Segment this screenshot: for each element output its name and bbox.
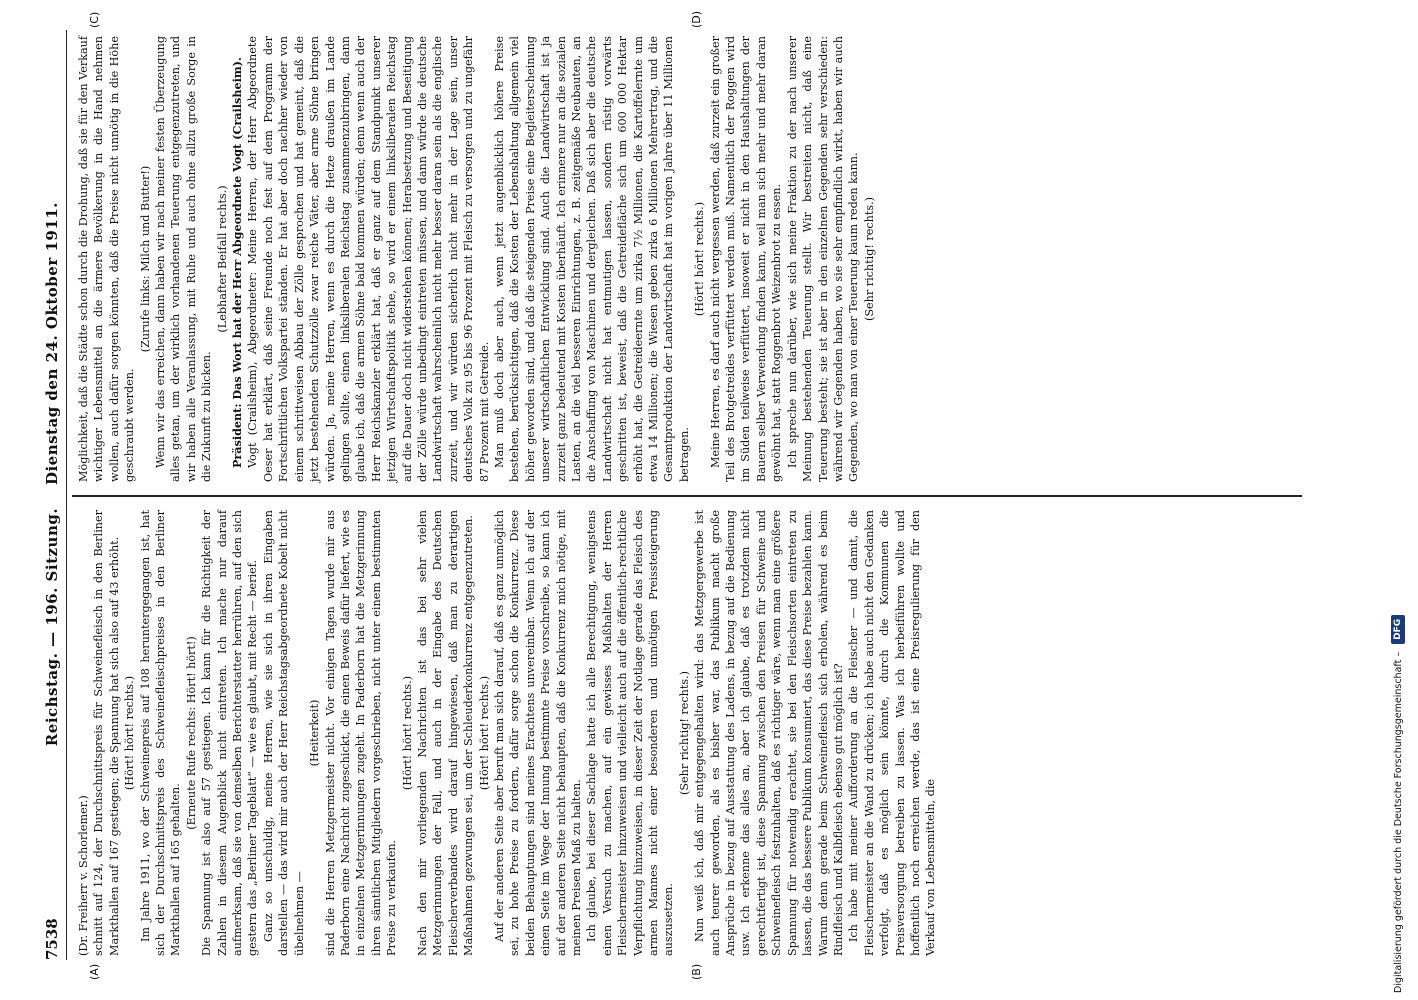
paragraph: schnitt auf 124, der Durchschnittspreis für Schweinefleisch in den Berliner Markthallen auf 167 gestiegen; die Spannung hat sich also auf 43 erhöht. [92, 510, 121, 956]
paragraph: (Dr. Freiherr v. Schorlemer.) [77, 795, 90, 956]
session-title-left: Reichstag. — 196. Sitzung. [43, 507, 61, 747]
paragraph: Ich habe mit meiner Aufforderung an die Fleischer — und damit, die Fleischermeister an die Wand zu drücken; ich habe auch nicht den Gedanken verfolgt, daß es möglich sein könnte, durch die Kommunen die Preisversorgung betreiben zu lassen. Was ich herbeiführen wollte und hoffentlich noch erreichen werde, das ist eine Preisregulierung für den Verkauf von Lebensmitteln, die [847, 510, 938, 956]
paragraph: Die Spannung ist also auf 57 gestiegen. Ich kann für die Richtigkeit der Zahlen in diesem Augenblick nicht eintreten. Ich mache nur darauf aufmerksam, daß sie von demselben Berichterstatter herrühren, auf den sich gestern das „Berliner Tageblatt“ — wie es glaubt, mit Recht — berief. [200, 510, 260, 956]
page-number: 7538 [43, 918, 61, 960]
paragraph: sind die Herren Metzgermeister nicht. Vor einigen Tagen wurde mir aus Paderborn eine Nachricht zugeschickt, die einen Beweis dafür liefert, wie es in einzelnen Metzgerinnungen zugeht. In Paderborn hat die Metzgerinnung ihren sämtlichen Mitgliedern vorgeschrieben, nicht unter einem bestimmten Preise zu verkaufen. [323, 510, 399, 956]
paragraph: Im Jahre 1911, wo der Schweinepreis auf 108 heruntergegangen ist, hat sich der Durchschnittspreis des Schweinefleischpreises in den Berliner Markthallen auf 165 gehalten. [138, 510, 183, 956]
margin-letter-c: (C) [88, 11, 101, 28]
paragraph: Man muß doch aber auch, wenn jetzt augenblicklich höhere Preise bestehen, berücksichtigen, daß die Kosten der Lebenshaltung allgemein viel höher geworden sind, und daß die steigenden Preise eine Begleiterscheinung unserer wirtschaftlichen Entwicklung sind. Auch die Landwirtschaft ist ja zurzeit ganz bedeutend mit Kosten überhäuft. Ich erinnere nur an die sozialen Lasten, an die viel besseren Einrichtungen, z. B. zeitgemäße Neubauten, an die Anschaffung von Maschinen und dergleichen. Daß sich aber die deutsche Landwirtschaft nicht hat entmutigen lassen, sondern rüstig vorwärts geschritten ist, beweist, daß die Getreidefläche sich um 600 000 Hektar erhöht hat, die Getreideernte um zirka 7½ Millionen, die Kartoffelernte um etwa 14 Millionen; die Wiesen geben zirka 6 Millionen Mehrertrag, und die Gesamtproduktion der Landwirtschaft hat im vorigen Jahre über 11 Millionen betragen. [492, 36, 691, 482]
paragraph: Ganz so unschuldig, meine Herren, wie sie sich in ihren Eingaben darstellen — das wird mir auch der Herr Reichstagsabgeordnete Kobelt nicht übelnehmen — [261, 510, 306, 956]
right-column [76, 36, 877, 482]
interjection: (Zurufe links: Milch und Butter!) [138, 165, 152, 353]
digitization-note: Digitalisierung gefördert durch die Deutsche Forschungsgemeinschaft – [1392, 651, 1404, 993]
margin-letter-d: (D) [690, 10, 703, 28]
interjection: (Hört! hört! rechts.) [477, 675, 491, 791]
session-title-right: Dienstag den 24. Oktober 1911. [43, 202, 61, 486]
digitization-sidebar [1338, 8, 1404, 993]
interjection: (Lebhafter Beifall rechts.) [215, 185, 229, 333]
session-title [43, 30, 61, 918]
paragraph: Möglichkeit, daß die Städte schon durch die Drohung, daß sie für den Verkauf wichtiger Lebensmittel an die ärmere Bevölkerung in die Hand nehmen wollen, auch dafür sorgen könnten, daß die Preise nicht unnötig in die Höhe geschraubt werden. [77, 36, 137, 482]
dfg-logo: DFG [1391, 615, 1405, 644]
interjection: (Erneute Rufe rechts: Hört! hört!) [184, 636, 198, 830]
paragraph: Präsident: Das Wort hat der Herr Abgeordnete Vogt (Crailsheim). [230, 57, 245, 468]
interjection: (Hört! hört! rechts.) [400, 675, 414, 791]
paragraph: Ich spreche nun darüber, wie sich meine Fraktion zu der nach unserer Meinung bestehenden Teuerung stellt. Wir bestreiten nicht, daß eine Teuerung besteht; sie ist aber in den einzelnen Gegenden sehr verschieden: während wir Gegenden haben, wo sie sehr empfindlich wirkt, haben wir auch Gegenden, wo man von einer Teuerung kaum reden kann. [785, 36, 861, 482]
margin-letter-a: (A) [88, 963, 101, 980]
interjection: (Heiterkeit) [308, 699, 322, 767]
paragraph: Nun weiß ich, daß mir entgegengehalten wird: das Metzgergewerbe ist auch teurer geworden, als es bisher war, das Publikum macht große Ansprüche in bezug auf Ausstattung des Ladens, in bezug auf die Bedienung usw. Ich erkenne das alles an, aber ich glaube, daß es trotzdem nicht gerechtfertigt ist, diese Spannung zwischen den Preisen für Schweine und Schweinefleisch festzuhalten, daß es richtiger wäre, wenn man eine größere Spannung für notwendig erachtet, sie bei den Fleischsorten eintreten zu lassen, die das bessere Publikum konsumiert, das diese Preise bezahlen kann. Warum denn gerade beim Schweinefleisch sich erholen, während es beim Rindfleisch und Kalbfleisch ebenso gut möglich ist? [693, 510, 845, 956]
interjection: (Hört! hört! rechts.) [123, 675, 137, 791]
paragraph: Wenn wir das erreichen, dann haben wir nach meiner festen Überzeugung alles getan, um der wirklich vorhandenen Teuerung entgegenzutreten, und wir haben alle Veranlassung, mit Ruhe und auch ohne allzu große Sorge in die Zukunft zu blicken. [154, 36, 214, 482]
paragraph: Ich glaube, bei dieser Sachlage hatte ich alle Berechtigung, wenigstens einen Versuch zu machen, auf ein gewisses Maßhalten der Herren Fleischermeister hinzuweisen und vielleicht auch auf die öffentlich-rechtliche Verpflichtung hinzuweisen, in dieser Zeit der Notlage gerade das Fleisch des armen Mannes nicht einer besonderen und unnötigen Preissteigerung auszusetzen. [585, 510, 676, 956]
header-rule [66, 30, 67, 960]
paragraph: Meine Herren, es darf auch nicht vergessen werden, daß zurzeit ein großer Teil des Brotgetreides verfüttert werden muß. Namentlich der Roggen wird im Süden teilweise verfüttert, insoweit er nicht in den Haushaltungen der Bauern selber Verwendung finden kann, weil man sich mehr und mehr daran gewöhnt hat, statt Roggenbrot Weizenbrot zu essen. [708, 36, 784, 482]
margin-letter-b: (B) [690, 963, 703, 980]
interjection: (Hört! hört! rechts.) [693, 201, 707, 317]
page-header [40, 30, 64, 960]
paragraph: Nach den mir vorliegenden Nachrichten ist das bei sehr vielen Metzgerinnungen der Fall, und auch in der Eingabe des Deutschen Fleischerverbandes wird darauf hingewiesen, daß man zu derartigen Maßnahmen gezwungen sei, um der Schleuderkonkurrenz entgegenzutreten. [415, 510, 476, 956]
interjection: (Sehr richtig! rechts.) [677, 670, 691, 796]
paragraph: Vogt (Crailsheim), Abgeordneter: Meine Herren, der Herr Abgeordnete Oeser hat erklärt, daß seine Freunde noch fest auf dem Programm der Fortschrittlichen Volkspartei ständen. Er hat aber doch nachher wieder von einem schrittweisen Abbau der Zölle gesprochen und hat gemeint, daß die jetzt bestehenden Schutzzölle zwar reiche Väter, aber arme Söhne bringen würden. Ja, meine Herren, wenn es durch die Hetze draußen im Lande gelingen sollte, einen linksliberalen Reichstag zusammenzubringen, dann glaube ich, daß die armen Söhne bald kommen würden; denn wenn auch der Herr Reichskanzler erklärt hat, daß er ganz auf dem Standpunkt unserer jetzigen Wirtschaftspolitik stehe, so wird er einem linksliberalen Reichstag auf die Dauer doch nicht widerstehen können; Herabsetzung und Beseitigung der Zölle würde unbedingt eintreten müssen, und dann würde die deutsche Landwirtschaft wahrscheinlich nicht mehr besser daran sein als die englische zurzeit, und wir würden sicherlich nicht mehr in der Lage sein, unser deutsches Volk zu 95 bis 96 Prozent mit Fleisch zu versorgen und zu ungefähr 87 Prozent mit Getreide. [246, 36, 491, 482]
paragraph: Auf der anderen Seite aber beruft man sich darauf, daß es ganz unmöglich sei, zu hohe Preise zu fordern, dafür sorge schon die Konkurrenz. Diese beiden Behauptungen sind meines Erachtens unvereinbar. Wenn ich auf der einen Seite im Wege der Innung bestimmte Preise vorschreibe, so kann ich auf der anderen Seite nicht behaupten, daß die Konkurrenz mich nötige, mit meinen Preisen Maß zu halten. [492, 510, 583, 956]
left-column [76, 510, 939, 956]
column-divider [72, 495, 1302, 497]
interjection: (Sehr richtig! rechts.) [862, 196, 876, 322]
